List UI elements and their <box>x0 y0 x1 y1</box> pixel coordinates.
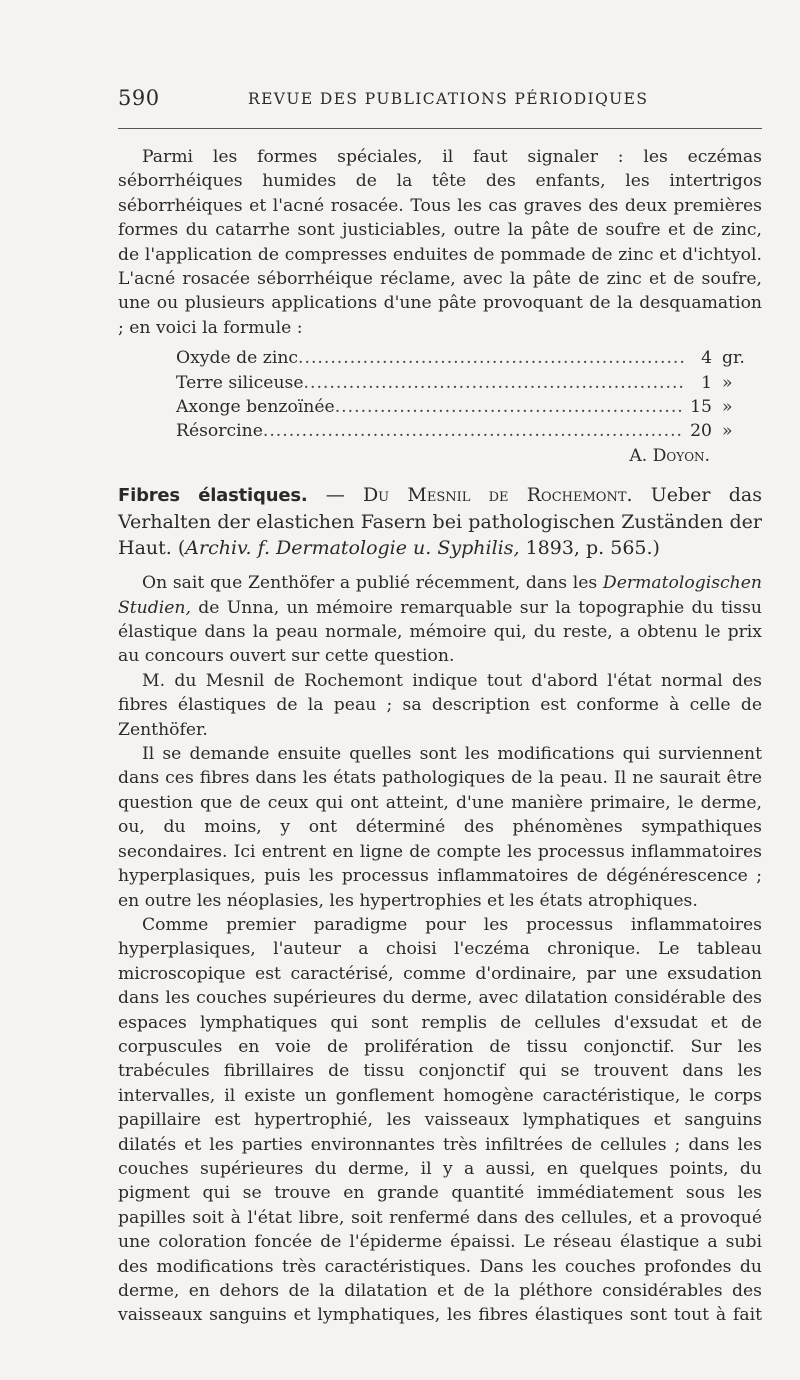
paragraph-text: de Unna, un mémoire remarquable sur la topographie du tissu élastique dans la peau normale, mémoire qui, du reste, a obtenu le prix au concours ouvert sur cette question. <box>118 597 762 667</box>
page-number: 590 <box>118 86 160 110</box>
formula-ingredient: Oxyde de zinc <box>176 348 299 369</box>
header-rule <box>118 128 762 129</box>
paragraph: Il se demande ensuite quelles sont les modifications qui surviennent dans ces fibres dans les états pathologiques de la peau. Il ne saurait être question que de ceux qui ont atteint, d'une manière primaire, le derme, ou, du moins, y ont déterminé des phénomènes sympathiques secondaires. Ici entrent en ligne de compte les processus inflammatoires hyperplasiques, puis les processus inflammatoires de dégénérescence ; en outre les néoplasies, les hypertrophies et les états atrophiques. <box>118 744 762 911</box>
formula-table <box>118 346 752 444</box>
formula-row <box>176 346 752 370</box>
leader-dots <box>335 395 684 419</box>
body-text <box>118 145 762 1328</box>
article-author: Du Mesnil de Rochemont. <box>362 484 633 507</box>
formula-ingredient: Résorcine <box>176 421 263 442</box>
formula-unit: » <box>722 372 733 393</box>
formula-quantity: 15 <box>690 397 712 418</box>
paragraph: M. du Mesnil de Rochemont indique tout d'abord l'état normal des fibres élastiques de la peau ; sa description est conforme à celle de Zenthöfer. <box>118 670 762 740</box>
formula-row <box>176 419 752 443</box>
article-heading <box>118 482 762 561</box>
formula-row <box>176 371 752 395</box>
signature: A. Doyon. <box>629 445 710 466</box>
paragraph <box>118 571 762 669</box>
leader-dots <box>263 419 684 443</box>
formula-unit: gr. <box>722 348 745 369</box>
cited-work: Dermatologischen Studien, <box>118 573 762 618</box>
running-title: REVUE DES PUBLICATIONS PÉRIODIQUES <box>248 90 649 108</box>
journal-reference: 1893, p. 565.) <box>519 537 660 560</box>
formula-unit: » <box>722 421 733 442</box>
page-header <box>118 86 762 116</box>
spacer <box>118 561 762 571</box>
formula-row <box>176 395 752 419</box>
article-title: Ueber das Verhalten der elastichen Fasern bei pathologischen Zuständen der Haut. ( <box>118 484 762 560</box>
paragraph-text: On sait que Zenthöfer a publié récemment, dans les <box>142 573 603 594</box>
leader-dots <box>304 371 684 395</box>
formula-unit: » <box>722 397 733 418</box>
heading-dash: — <box>307 484 363 507</box>
formula-quantity: 1 <box>701 372 712 393</box>
leader-dots <box>298 346 684 370</box>
formula-quantity: 4 <box>701 348 712 369</box>
formula-quantity: 20 <box>690 421 712 442</box>
intro-paragraph: Parmi les formes spéciales, il faut signaler : les eczémas séborrhéiques humides de la tête des enfants, les intertrigos séborrhéiques et l'acné rosacée. Tous les cas graves des deux premières formes du catarrhe sont justiciables, outre la pâte de soufre et de zinc, de l'application de compresses enduites de pommade de zinc et d'ichtyol. L'acné rosacée séborrhéique réclame, avec la pâte de zinc et de soufre, une ou plusieurs applications d'une pâte provoquant de la desquamation ; en voici la formule : <box>118 147 762 338</box>
journal-name: Archiv. f. Dermatologie u. Syphilis, <box>185 537 520 560</box>
formula-ingredient: Axonge benzoïnée <box>176 397 335 418</box>
formula-ingredient: Terre siliceuse <box>176 372 304 393</box>
section-title: Fibres élastiques. <box>118 485 308 507</box>
paragraph: Comme premier paradigme pour les processus inflammatoires hyperplasiques, l'auteur a choisi l'eczéma chronique. Le tableau microscopique est caractérisé, comme d'ordinaire, par une exsudation dans les couches supérieures du derme, avec dilatation considérable des espaces lymphatiques qui sont remplis de cellules d'exsudat et de corpuscules en voie de prolifération de tissu conjonctif. Sur les trabécules fibrillaires de tissu conjonctif qui se trouvent dans les intervalles, il existe un gonflement homogène caractéristique, le corps papillaire est hypertrophié, les vaisseaux lymphatiques et sanguins dilatés et les parties environnantes très infiltrées de cellules ; dans les couches supérieures du derme, il y a aussi, en quelques points, du pigment qui se trouve en grande quantité immédiatement sous les papilles soit à l'état libre, soit renfermé dans des cellules, et a provoqué une coloration foncée de l'épiderme épaissi. Le réseau élastique a subi des modifications très caractéristiques. Dans les couches profondes du derme, en dehors de la dilatation et de la pléthore considérables des vaisseaux sanguins et lymphatiques, les fibres élastiques sont tout à fait <box>118 914 762 1326</box>
